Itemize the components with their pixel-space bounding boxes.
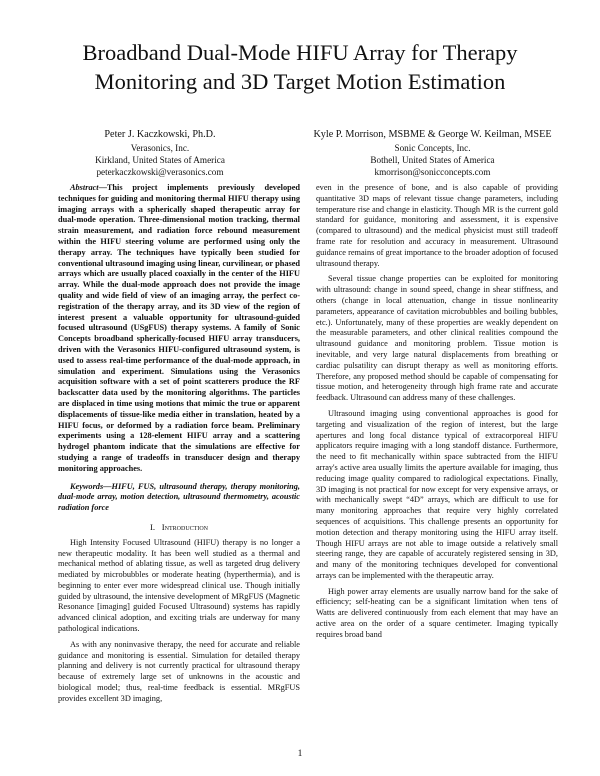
title-line-2: Monitoring and 3D Target Motion Estimation: [94, 69, 506, 94]
left-column: [58, 183, 300, 710]
section-number: I.: [149, 521, 156, 532]
title-line-1: Broadband Dual-Mode HIFU Array for Therapy: [82, 40, 518, 65]
author-name: Kyle P. Morrison, MSBME & George W. Keilman, MSEE: [313, 129, 552, 140]
abstract-label: Abstract: [70, 183, 99, 192]
right-column: [316, 183, 558, 646]
author-name: Peter J. Kaczkowski, Ph.D.: [104, 129, 216, 140]
page-number: 1: [297, 749, 303, 759]
paragraph: High power array elements are usually narrow band for the sake of efficiency; self-heating can be a significant limitation when tens of Watts are delivered continuously from each element that may have an active area on the order of a square centimeter. Imaging typically requires broad band: [316, 586, 558, 639]
abstract: Abstract—This project implements previously developed techniques for guiding and monitoring thermal HIFU therapy using imaging arrays with a spherically shaped therapeutic array for dual-mode operation. Three-dimensional motion tracking, thermal strain measurement, and radiation force rebound measurement within the HIFU steering volume are performed using only the therapy array. The techniques have typically been studied for conventional ultrasound imaging using linear, curvilinear, or phased arrays which are usually placed coaxially in the center of the HIFU array. While the dual-mode approach does not provide the image quality and wide field of view of an imaging array, the perfect co-registration of the therapy array, and its 3D view of the region of interest present a valuable opportunity for ultrasound-guided focused ultrasound (USgFUS) therapy systems. A family of Sonic Concepts broadband spherically-focused HIFU array transducers, driven with the Verasonics HIFU-configured ultrasound system, is used to assess real-time performance of the dual-mode approach, in simulation and experiment. Simulations using the Verasonics acquisition software with a set of point scatterers produce the RF backscatter data used by the monitoring algorithms. The particles are displaced in time using motions that mimic the true or apparent displacements of tissue-like media either in translation, heated by a HIFU focus, or deformed by a radiation force beam. Preliminary experiments using a 128-element HIFU array and a scattering hydrogel phantom indicate that the simulations are effective for studying a range of tradeoffs in transducer design and therapy monitoring approaches.: [58, 183, 300, 473]
paper-title: [40, 38, 560, 96]
author-block-1: [60, 128, 260, 179]
paragraph: Several tissue change properties can be exploited for monitoring with ultrasound: change in sound speed, change in shear stiffness, and others (change in local attenuation, change in tissue nonlinearity parameters, appearance of cavitation microbubbles and boiling bubbles, etc.). Unfortunately, many of these properties are weakly dependent on the measurable parameters, and other clinical realities compound the ultrasound guidance and monitoring problem. Tissue motion is inevitable, and very large natural displacements from breathing or cardiac pulsatility can disrupt therapy as well as monitoring efforts. Therefore, any proposed method should be capable of compensating for tissue motion, and heterogeneity through high frame rate and accurate feedback. Ultrasound can address many of these challenges.: [316, 274, 558, 403]
author-block-2: [300, 128, 565, 179]
author-affiliation: Sonic Concepts, Inc.: [394, 142, 471, 153]
paragraph: As with any noninvasive therapy, the need for accurate and reliable guidance and monitoring is essential. Simulation for detailed therapy planning and delivery is not currently practical for ultrasound therapy because of extremely large set of unknowns in the acoustic and biological model; thus, real-time feedback is essential. MRgFUS provides excellent 3D imaging,: [58, 639, 300, 703]
section-heading: [58, 522, 300, 533]
author-location: Kirkland, United States of America: [95, 154, 225, 165]
paragraph: Ultrasound imaging using conventional approaches is good for targeting and visualization of the region of interest, but the large apertures and long focal distance typical of extracorporeal HIFU applicators require imaging with a long standoff distance. Furthermore, the need to fit mechanically within space subtracted from the HIFU array's active area usually limits the aperture available for imaging, thus reducing image quality compared to radiological expectations. Finally, 3D imaging is not practical for now except for very expensive arrays, or with mechanically swept “4D” arrays, which are difficult to use for many monitoring approaches that require very highly correlated sequences of acquisitions. This challenge presents an opportunity for motion detection and therapy monitoring using the HIFU array itself. Though HIFU arrays are not able to image outside a relatively small steering range, they are capable of accurately registered sensing in 3D, and many of the monitoring techniques developed for conventional arrays can be implemented with the therapeutic array.: [316, 408, 558, 580]
paragraph: even in the presence of bone, and is also capable of providing quantitative 3D maps of relevant tissue change parameters, including temperature rise and change in elasticity. Though MR is the current gold standard for guidance, monitoring and assessment, it is expensive (compared to ultrasound) and the medical physicist must still tradeoff frame rate for resolution and accuracy in measurement. Ultrasound guidance remains of great importance to the broader adoption of focused ultrasound therapy.: [316, 183, 558, 268]
author-email: kmorrison@sonicconcepts.com: [374, 167, 491, 178]
author-affiliation: Verasonics, Inc.: [130, 142, 190, 153]
abstract-text: This project implements previously developed techniques for guiding and monitoring thermal HIFU therapy using imaging arrays with a spherically shaped therapeutic array for dual-mode operation. Three-dimensional motion tracking, thermal strain measurement, and radiation force rebound measurement within the HIFU steering volume are performed using only the therapy array. The techniques have typically been studied for conventional ultrasound imaging using linear, curvilinear, or phased arrays which are usually placed coaxially in the center of the HIFU array. While the dual-mode approach does not provide the image quality and wide field of view of an imaging array, the perfect co-registration of the therapy array, and its 3D view of the region of interest present a valuable opportunity for ultrasound-guided focused ultrasound (USgFUS) therapy systems. A family of Sonic Concepts broadband spherically-focused HIFU array transducers, driven with the Verasonics HIFU-configured ultrasound system, is used to assess real-time performance of the dual-mode approach, in simulation and experiment. Simulations using the Verasonics acquisition software with a set of point scatterers produce the RF backscatter data used by the monitoring algorithms. The particles are displaced in time using motions that mimic the true or apparent displacements of tissue-like media either in translation, heated by a HIFU focus, or deformed by a radiation force beam. Preliminary experiments using a 128-element HIFU array and a scattering hydrogel phantom indicate that the simulations are effective for studying a range of tradeoffs in transducer design and therapy monitoring approaches.: [58, 183, 300, 473]
paragraph: High Intensity Focused Ultrasound (HIFU) therapy is no longer a new therapeutic modality. It has been well studied as a thermal and mechanical method of ablating tissue, as well as targeted drug delivery mediated by microbubbles or moderate heating (hyperthermia), and is beginning to enter ever more widespread clinical use. Though initially guided by ultrasound, the intensive development of MRgFUS (Magnetic Resonance [imaging] guided Focused Ultrasound) systems has rapidly advanced clinical adoption, and exciting trials are underway for many pathological indications.: [58, 537, 300, 634]
section-title: Introduction: [161, 521, 208, 532]
keywords-text: HIFU, FUS, ultrasound therapy, therapy monitoring, dual-mode array, motion detection, ultrasound thermometry, acoustic radiation force: [58, 481, 300, 513]
keywords: Keywords—HIFU, FUS, ultrasound therapy, therapy monitoring, dual-mode array, motion detection, ultrasound thermometry, acoustic radiation force: [58, 481, 300, 513]
author-email: peterkaczkowski@verasonics.com: [96, 167, 224, 178]
author-location: Bothell, United States of America: [370, 154, 495, 165]
keywords-label: Keywords: [70, 481, 104, 491]
